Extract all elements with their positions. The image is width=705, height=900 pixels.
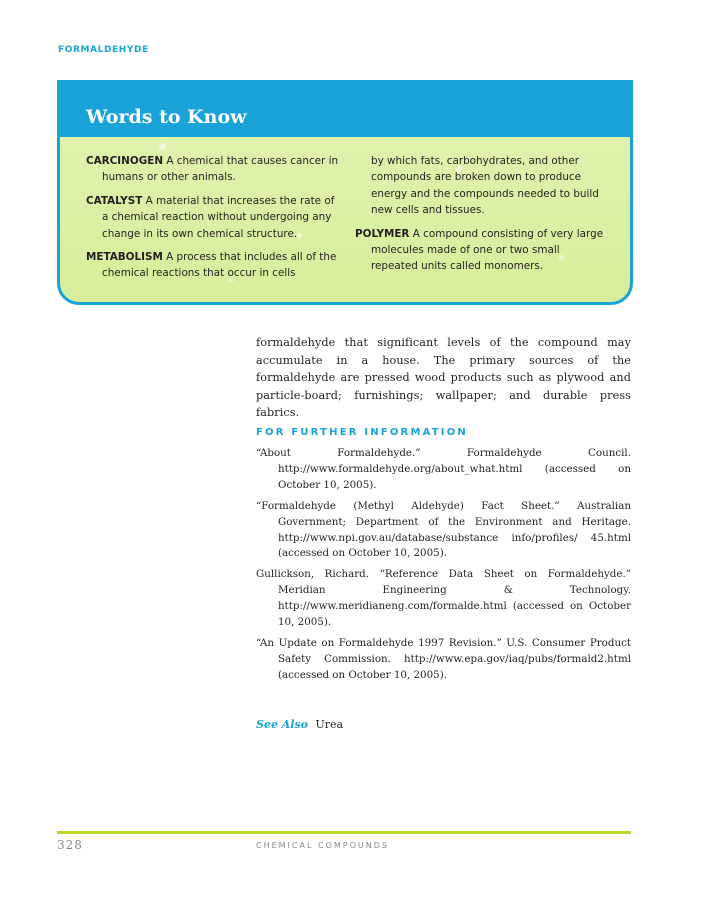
- running-head: FORMALDEHYDE: [58, 45, 149, 55]
- reference-item: Gullickson, Richard. “Reference Data Sheet on Formaldehyde.” Meridian Engineering & Technology. http://www.meridianeng.com/formalde.html (accessed on October 10, 2005).: [256, 568, 631, 629]
- words-to-know-left-column: [86, 153, 344, 289]
- glossary-term: [86, 153, 344, 186]
- term-name: CARCINOGEN: [86, 155, 164, 167]
- reference-list: [256, 446, 631, 689]
- reference-item: “About Formaldehyde.” Formaldehyde Council. http://www.formaldehyde.org/about_what.html (accessed on October 10, 2005).: [256, 447, 631, 491]
- term-name: METABOLISM: [86, 251, 163, 264]
- further-info-heading: FOR FURTHER INFORMATION: [256, 427, 468, 438]
- glossary-term: [355, 226, 605, 275]
- term-name: CATALYST: [86, 194, 143, 207]
- reference-item: “An Update on Formaldehyde 1997 Revision.” U.S. Consumer Product Safety Commission. http://www.epa.gov/iaq/pubs/formald2.html (accessed on October 10, 2005).: [256, 636, 631, 681]
- see-also-label: See Also: [256, 718, 309, 731]
- page-number: 328: [57, 838, 83, 852]
- body-paragraph: formaldehyde that significant levels of the compound may accumulate in a house. The primary sources of the formaldehyde are pressed wood products such as plywood and particle-board; furnishings; wallpaper; and durable press fabrics.: [256, 336, 631, 420]
- words-to-know-right-column: [355, 153, 605, 282]
- glossary-term: [86, 249, 344, 282]
- words-to-know-title: Words to Know: [86, 106, 247, 128]
- see-also-link[interactable]: Urea: [315, 718, 344, 731]
- book-title: CHEMICAL COMPOUNDS: [256, 841, 389, 850]
- term-name: POLYMER: [355, 227, 410, 240]
- glossary-term: [86, 193, 344, 242]
- term-definition: A chemical that causes cancer in humans or other animals.: [102, 155, 339, 184]
- footer-rule: [57, 831, 631, 834]
- reference-item: “Formaldehyde (Methyl Aldehyde) Fact Sheet.” Australian Government; Department of the Environment and Heritage. http://www.npi.gov.au/database/substance info/profiles/ 45.html (accessed on October 10, 2005).: [256, 499, 631, 560]
- term-definition: A compound consisting of very large molecules made of one or two small repeated units called monomers.: [371, 227, 604, 273]
- term-definition: A material that increases the rate of a chemical reaction without undergoing any change in its own chemical structure.: [102, 194, 335, 240]
- term-definition-continuation: by which fats, carbohydrates, and other compounds are broken down to produce energy and the compounds needed to build new cells and tissues.: [371, 155, 599, 217]
- words-to-know-box: [57, 80, 633, 305]
- see-also: [256, 718, 343, 731]
- term-definition: A process that includes all of the chemical reactions that occur in cells: [102, 251, 337, 280]
